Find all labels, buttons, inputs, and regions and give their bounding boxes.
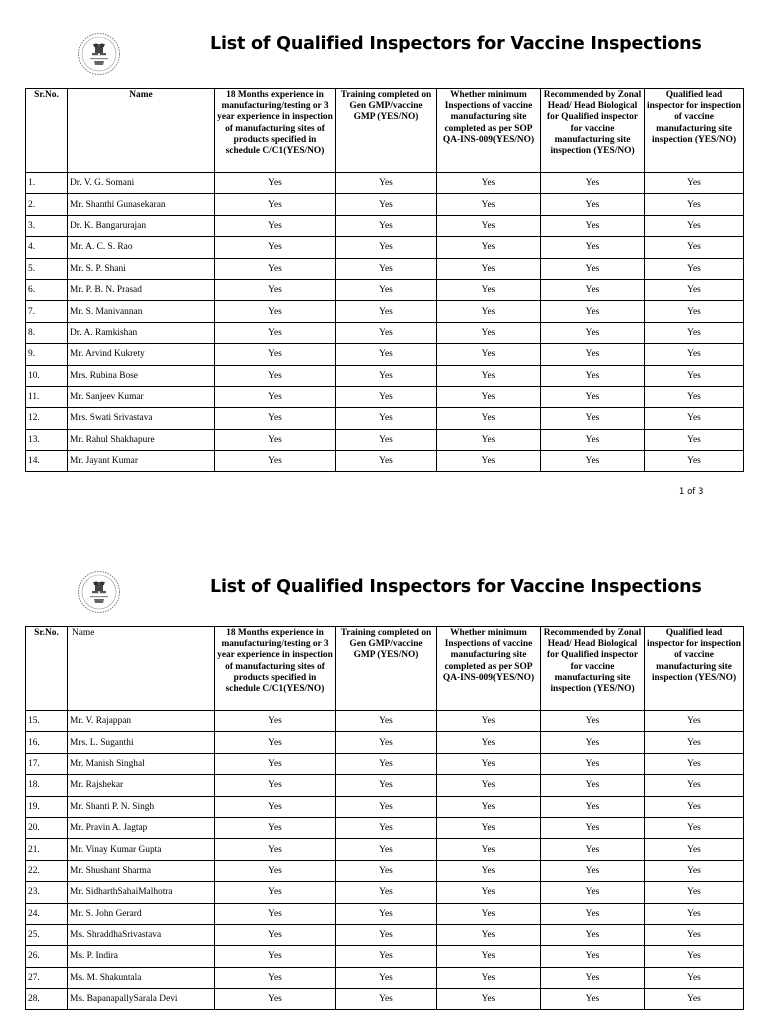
training-cell: Yes <box>336 301 437 322</box>
name-cell: Mr. Rajshekar <box>68 775 215 796</box>
experience-cell: Yes <box>215 775 336 796</box>
sr-cell: 16. <box>26 732 68 753</box>
experience-cell: Yes <box>215 408 336 429</box>
experience-cell: Yes <box>215 173 336 194</box>
table-row <box>26 215 744 236</box>
table-row <box>26 924 744 945</box>
recommended-cell: Yes <box>541 882 645 903</box>
inspections-cell: Yes <box>437 839 541 860</box>
experience-cell: Yes <box>215 796 336 817</box>
recommended-cell: Yes <box>541 451 645 472</box>
table-row <box>26 451 744 472</box>
inspections-cell: Yes <box>437 711 541 732</box>
sr-cell: 9. <box>26 344 68 365</box>
col-sr-header: Sr.No. <box>26 89 68 173</box>
training-cell: Yes <box>336 817 437 838</box>
inspections-cell: Yes <box>437 753 541 774</box>
table-row <box>26 429 744 450</box>
experience-cell: Yes <box>215 967 336 988</box>
sr-cell: 11. <box>26 386 68 407</box>
recommended-cell: Yes <box>541 365 645 386</box>
recommended-cell: Yes <box>541 194 645 215</box>
page-title: List of Qualified Inspectors for Vaccine Inspections <box>210 34 702 54</box>
inspectors-table <box>25 626 744 1010</box>
training-cell: Yes <box>336 194 437 215</box>
name-cell: Mr. Shanthi Gunasekaran <box>68 194 215 215</box>
lead-cell: Yes <box>645 194 744 215</box>
sr-cell: 4. <box>26 237 68 258</box>
inspections-cell: Yes <box>437 989 541 1010</box>
name-cell: Mr. Pravin A. Jagtap <box>68 817 215 838</box>
col-recommended-header: Recommended by Zonal Head/ Head Biological for Qualified inspector for vaccine manufacturing site inspection (YES/NO) <box>541 89 645 173</box>
name-cell: Mr. Vinay Kumar Gupta <box>68 839 215 860</box>
recommended-cell: Yes <box>541 344 645 365</box>
training-cell: Yes <box>336 860 437 881</box>
experience-cell: Yes <box>215 882 336 903</box>
name-cell: Mr. Manish Singhal <box>68 753 215 774</box>
sr-cell: 2. <box>26 194 68 215</box>
training-cell: Yes <box>336 237 437 258</box>
recommended-cell: Yes <box>541 796 645 817</box>
training-cell: Yes <box>336 173 437 194</box>
inspections-cell: Yes <box>437 924 541 945</box>
name-cell: Mr. P. B. N. Prasad <box>68 279 215 300</box>
inspections-cell: Yes <box>437 860 541 881</box>
sr-cell: 28. <box>26 989 68 1010</box>
lead-cell: Yes <box>645 451 744 472</box>
experience-cell: Yes <box>215 194 336 215</box>
lead-cell: Yes <box>645 775 744 796</box>
name-cell: Ms. ShraddhaSrivastava <box>68 924 215 945</box>
col-experience-header: 18 Months experience in manufacturing/testing or 3 year experience in inspection of manufacturing sites of products specified in schedule C/C1(YES/NO) <box>215 627 336 711</box>
training-cell: Yes <box>336 322 437 343</box>
experience-cell: Yes <box>215 215 336 236</box>
sr-cell: 19. <box>26 796 68 817</box>
training-cell: Yes <box>336 386 437 407</box>
name-cell: Mr. S. John Gerard <box>68 903 215 924</box>
training-cell: Yes <box>336 924 437 945</box>
table-row <box>26 753 744 774</box>
inspections-cell: Yes <box>437 215 541 236</box>
experience-cell: Yes <box>215 365 336 386</box>
training-cell: Yes <box>336 967 437 988</box>
sr-cell: 8. <box>26 322 68 343</box>
table-row <box>26 365 744 386</box>
table-row <box>26 237 744 258</box>
sr-cell: 20. <box>26 817 68 838</box>
lead-cell: Yes <box>645 279 744 300</box>
table-row <box>26 860 744 881</box>
sr-cell: 14. <box>26 451 68 472</box>
table-row <box>26 775 744 796</box>
sr-cell: 7. <box>26 301 68 322</box>
lead-cell: Yes <box>645 344 744 365</box>
col-inspections-header: Whether minimum Inspections of vaccine manufacturing site completed as per SOP QA-INS-009(YES/NO) <box>437 89 541 173</box>
experience-cell: Yes <box>215 386 336 407</box>
recommended-cell: Yes <box>541 173 645 194</box>
sr-cell: 24. <box>26 903 68 924</box>
experience-cell: Yes <box>215 451 336 472</box>
table-body <box>26 173 744 472</box>
name-cell: Mr. S. P. Shani <box>68 258 215 279</box>
recommended-cell: Yes <box>541 946 645 967</box>
sr-cell: 23. <box>26 882 68 903</box>
inspections-cell: Yes <box>437 365 541 386</box>
training-cell: Yes <box>336 753 437 774</box>
table-row <box>26 322 744 343</box>
lead-cell: Yes <box>645 408 744 429</box>
sr-cell: 12. <box>26 408 68 429</box>
inspections-cell: Yes <box>437 173 541 194</box>
experience-cell: Yes <box>215 924 336 945</box>
inspections-cell: Yes <box>437 408 541 429</box>
col-inspections-header: Whether minimum Inspections of vaccine manufacturing site completed as per SOP QA-INS-009(YES/NO) <box>437 627 541 711</box>
table-row <box>26 173 744 194</box>
experience-cell: Yes <box>215 903 336 924</box>
name-cell: Mr. Arvind Kukrety <box>68 344 215 365</box>
experience-cell: Yes <box>215 344 336 365</box>
experience-cell: Yes <box>215 429 336 450</box>
sr-cell: 22. <box>26 860 68 881</box>
recommended-cell: Yes <box>541 429 645 450</box>
recommended-cell: Yes <box>541 215 645 236</box>
lead-cell: Yes <box>645 860 744 881</box>
recommended-cell: Yes <box>541 967 645 988</box>
lead-cell: Yes <box>645 386 744 407</box>
sr-cell: 27. <box>26 967 68 988</box>
recommended-cell: Yes <box>541 903 645 924</box>
training-cell: Yes <box>336 839 437 860</box>
lead-cell: Yes <box>645 946 744 967</box>
sr-cell: 15. <box>26 711 68 732</box>
lead-cell: Yes <box>645 711 744 732</box>
lead-cell: Yes <box>645 882 744 903</box>
page-header <box>0 542 768 626</box>
training-cell: Yes <box>336 775 437 796</box>
recommended-cell: Yes <box>541 860 645 881</box>
page-header <box>0 0 768 88</box>
name-cell: Mr. Jayant Kumar <box>68 451 215 472</box>
lead-cell: Yes <box>645 839 744 860</box>
lead-cell: Yes <box>645 173 744 194</box>
recommended-cell: Yes <box>541 753 645 774</box>
inspections-cell: Yes <box>437 279 541 300</box>
lead-cell: Yes <box>645 903 744 924</box>
recommended-cell: Yes <box>541 237 645 258</box>
recommended-cell: Yes <box>541 839 645 860</box>
recommended-cell: Yes <box>541 258 645 279</box>
name-cell: Mr. Rahul Shakhapure <box>68 429 215 450</box>
inspections-cell: Yes <box>437 817 541 838</box>
experience-cell: Yes <box>215 279 336 300</box>
experience-cell: Yes <box>215 839 336 860</box>
table-row <box>26 839 744 860</box>
inspections-cell: Yes <box>437 322 541 343</box>
table-header-row <box>26 627 744 711</box>
training-cell: Yes <box>336 215 437 236</box>
sr-cell: 21. <box>26 839 68 860</box>
table-body <box>26 711 744 1010</box>
col-training-header: Training completed on Gen GMP/vaccine GMP (YES/NO) <box>336 627 437 711</box>
training-cell: Yes <box>336 365 437 386</box>
table-row <box>26 386 744 407</box>
inspections-cell: Yes <box>437 775 541 796</box>
inspections-cell: Yes <box>437 258 541 279</box>
page-1 <box>0 0 768 497</box>
name-cell: Dr. A. Ramkishan <box>68 322 215 343</box>
page-2 <box>0 542 768 1005</box>
table-row <box>26 882 744 903</box>
name-cell: Ms. P. Indira <box>68 946 215 967</box>
experience-cell: Yes <box>215 322 336 343</box>
sr-cell: 6. <box>26 279 68 300</box>
inspections-cell: Yes <box>437 194 541 215</box>
table-row <box>26 796 744 817</box>
table-header-row <box>26 89 744 173</box>
training-cell: Yes <box>336 903 437 924</box>
name-cell: Ms. M. Shakuntala <box>68 967 215 988</box>
sr-cell: 18. <box>26 775 68 796</box>
name-cell: Mr. A. C. S. Rao <box>68 237 215 258</box>
inspections-cell: Yes <box>437 796 541 817</box>
lead-cell: Yes <box>645 215 744 236</box>
training-cell: Yes <box>336 279 437 300</box>
training-cell: Yes <box>336 796 437 817</box>
table-row <box>26 194 744 215</box>
sr-cell: 26. <box>26 946 68 967</box>
lead-cell: Yes <box>645 237 744 258</box>
table-row <box>26 344 744 365</box>
name-cell: Mrs. Swati Srivastava <box>68 408 215 429</box>
lead-cell: Yes <box>645 258 744 279</box>
recommended-cell: Yes <box>541 408 645 429</box>
name-cell: Mrs. Rubina Bose <box>68 365 215 386</box>
col-sr-header: Sr.No. <box>26 627 68 711</box>
national-emblem-icon <box>77 570 121 614</box>
national-emblem-icon <box>77 32 121 76</box>
inspections-cell: Yes <box>437 903 541 924</box>
lead-cell: Yes <box>645 365 744 386</box>
recommended-cell: Yes <box>541 989 645 1010</box>
table-row <box>26 258 744 279</box>
experience-cell: Yes <box>215 989 336 1010</box>
table-row <box>26 967 744 988</box>
inspections-cell: Yes <box>437 946 541 967</box>
table-row <box>26 903 744 924</box>
name-cell: Dr. V. G. Somani <box>68 173 215 194</box>
training-cell: Yes <box>336 344 437 365</box>
recommended-cell: Yes <box>541 386 645 407</box>
training-cell: Yes <box>336 989 437 1010</box>
experience-cell: Yes <box>215 860 336 881</box>
lead-cell: Yes <box>645 817 744 838</box>
inspections-cell: Yes <box>437 967 541 988</box>
name-cell: Ms. BapanapallySarala Devi <box>68 989 215 1010</box>
name-cell: Mrs. L. Suganthi <box>68 732 215 753</box>
recommended-cell: Yes <box>541 711 645 732</box>
col-lead-header: Qualified lead inspector for inspection of vaccine manufacturing site inspection (YES/NO) <box>645 89 744 173</box>
lead-cell: Yes <box>645 753 744 774</box>
training-cell: Yes <box>336 451 437 472</box>
experience-cell: Yes <box>215 301 336 322</box>
table-row <box>26 408 744 429</box>
sr-cell: 10. <box>26 365 68 386</box>
table-row <box>26 817 744 838</box>
inspections-cell: Yes <box>437 429 541 450</box>
inspections-cell: Yes <box>437 386 541 407</box>
name-cell: Mr. SidharthSahaiMalhotra <box>68 882 215 903</box>
col-training-header: Training completed on Gen GMP/vaccine GMP (YES/NO) <box>336 89 437 173</box>
recommended-cell: Yes <box>541 279 645 300</box>
training-cell: Yes <box>336 882 437 903</box>
lead-cell: Yes <box>645 796 744 817</box>
lead-cell: Yes <box>645 301 744 322</box>
inspectors-table <box>25 88 744 472</box>
inspections-cell: Yes <box>437 344 541 365</box>
lead-cell: Yes <box>645 732 744 753</box>
recommended-cell: Yes <box>541 301 645 322</box>
sr-cell: 5. <box>26 258 68 279</box>
table-row <box>26 732 744 753</box>
name-cell: Mr. Shushant Sharma <box>68 860 215 881</box>
lead-cell: Yes <box>645 989 744 1010</box>
training-cell: Yes <box>336 732 437 753</box>
experience-cell: Yes <box>215 258 336 279</box>
recommended-cell: Yes <box>541 817 645 838</box>
recommended-cell: Yes <box>541 732 645 753</box>
sr-cell: 13. <box>26 429 68 450</box>
lead-cell: Yes <box>645 429 744 450</box>
table-row <box>26 301 744 322</box>
experience-cell: Yes <box>215 237 336 258</box>
name-cell: Dr. K. Bangarurajan <box>68 215 215 236</box>
recommended-cell: Yes <box>541 775 645 796</box>
training-cell: Yes <box>336 258 437 279</box>
training-cell: Yes <box>336 408 437 429</box>
sr-cell: 1. <box>26 173 68 194</box>
col-experience-header: 18 Months experience in manufacturing/testing or 3 year experience in inspection of manufacturing sites of products specified in schedule C/C1(YES/NO) <box>215 89 336 173</box>
name-cell: Mr. Shanti P. N. Singh <box>68 796 215 817</box>
page-number: 1 of 3 <box>679 487 704 497</box>
experience-cell: Yes <box>215 946 336 967</box>
inspections-cell: Yes <box>437 237 541 258</box>
col-recommended-header: Recommended by Zonal Head/ Head Biological for Qualified inspector for vaccine manufacturing site inspection (YES/NO) <box>541 627 645 711</box>
recommended-cell: Yes <box>541 924 645 945</box>
experience-cell: Yes <box>215 753 336 774</box>
page-title: List of Qualified Inspectors for Vaccine Inspections <box>210 577 702 597</box>
name-cell: Mr. Sanjeev Kumar <box>68 386 215 407</box>
name-cell: Mr. V. Rajappan <box>68 711 215 732</box>
sr-cell: 25. <box>26 924 68 945</box>
table-row <box>26 989 744 1010</box>
inspections-cell: Yes <box>437 882 541 903</box>
inspections-cell: Yes <box>437 451 541 472</box>
experience-cell: Yes <box>215 711 336 732</box>
inspections-cell: Yes <box>437 301 541 322</box>
lead-cell: Yes <box>645 967 744 988</box>
col-name-header: Name <box>68 89 215 173</box>
training-cell: Yes <box>336 711 437 732</box>
table-row <box>26 711 744 732</box>
training-cell: Yes <box>336 946 437 967</box>
name-cell: Mr. S. Manivannan <box>68 301 215 322</box>
col-lead-header: Qualified lead inspector for inspection of vaccine manufacturing site inspection (YES/NO) <box>645 627 744 711</box>
lead-cell: Yes <box>645 924 744 945</box>
table-row <box>26 279 744 300</box>
experience-cell: Yes <box>215 732 336 753</box>
table-row <box>26 946 744 967</box>
lead-cell: Yes <box>645 322 744 343</box>
sr-cell: 3. <box>26 215 68 236</box>
col-name-header: Name <box>68 627 215 711</box>
inspections-cell: Yes <box>437 732 541 753</box>
training-cell: Yes <box>336 429 437 450</box>
experience-cell: Yes <box>215 817 336 838</box>
sr-cell: 17. <box>26 753 68 774</box>
recommended-cell: Yes <box>541 322 645 343</box>
